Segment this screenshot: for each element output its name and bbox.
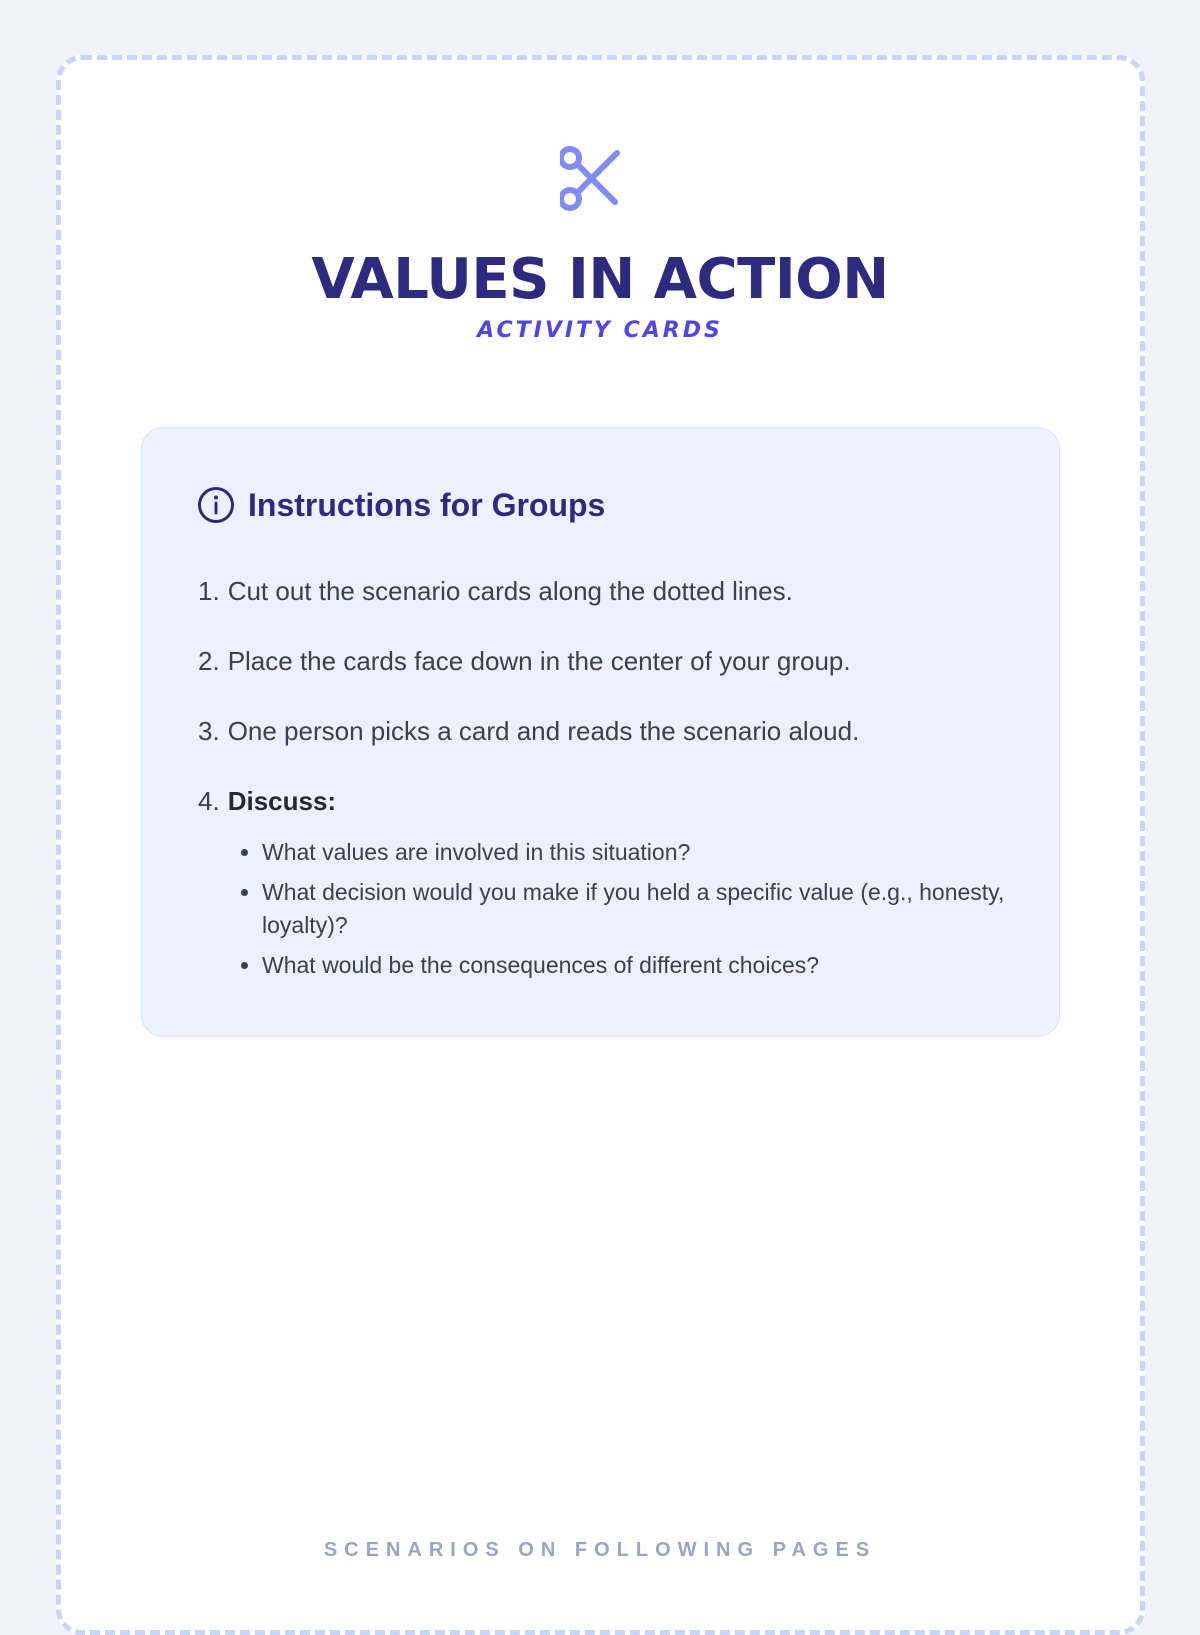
page-title: VALUES IN ACTION xyxy=(311,247,889,312)
step-text: Cut out the scenario cards along the dotted lines. xyxy=(227,576,793,606)
instruction-step-4 xyxy=(198,784,336,818)
instruction-step-3 xyxy=(198,714,859,748)
footer-note: SCENARIOS ON FOLLOWING PAGES xyxy=(323,1539,877,1561)
step-number: 1. xyxy=(198,576,220,606)
instruction-step-1 xyxy=(198,574,793,608)
scissors-icon xyxy=(560,146,632,218)
discussion-list xyxy=(230,836,1032,989)
step-text: One person picks a card and reads the scenario aloud. xyxy=(227,716,860,746)
list-item: • What values are involved in this situation? xyxy=(262,836,1032,869)
instructions-heading: Instructions for Groups xyxy=(248,486,606,523)
step-number: 3. xyxy=(198,716,220,746)
page-subtitle: ACTIVITY CARDS xyxy=(477,318,723,343)
step-number: 2. xyxy=(198,646,220,676)
step-text: Discuss: xyxy=(227,786,337,816)
step-number: 4. xyxy=(198,786,220,816)
instructions-header xyxy=(196,484,605,526)
list-item: • What decision would you make if you held a specific value (e.g., honesty, loyalty)? xyxy=(262,876,1032,942)
info-icon xyxy=(196,485,236,525)
list-item: • What would be the consequences of different choices? xyxy=(262,949,1032,982)
instruction-step-2 xyxy=(198,644,851,678)
step-text: Place the cards face down in the center of your group. xyxy=(227,646,851,676)
